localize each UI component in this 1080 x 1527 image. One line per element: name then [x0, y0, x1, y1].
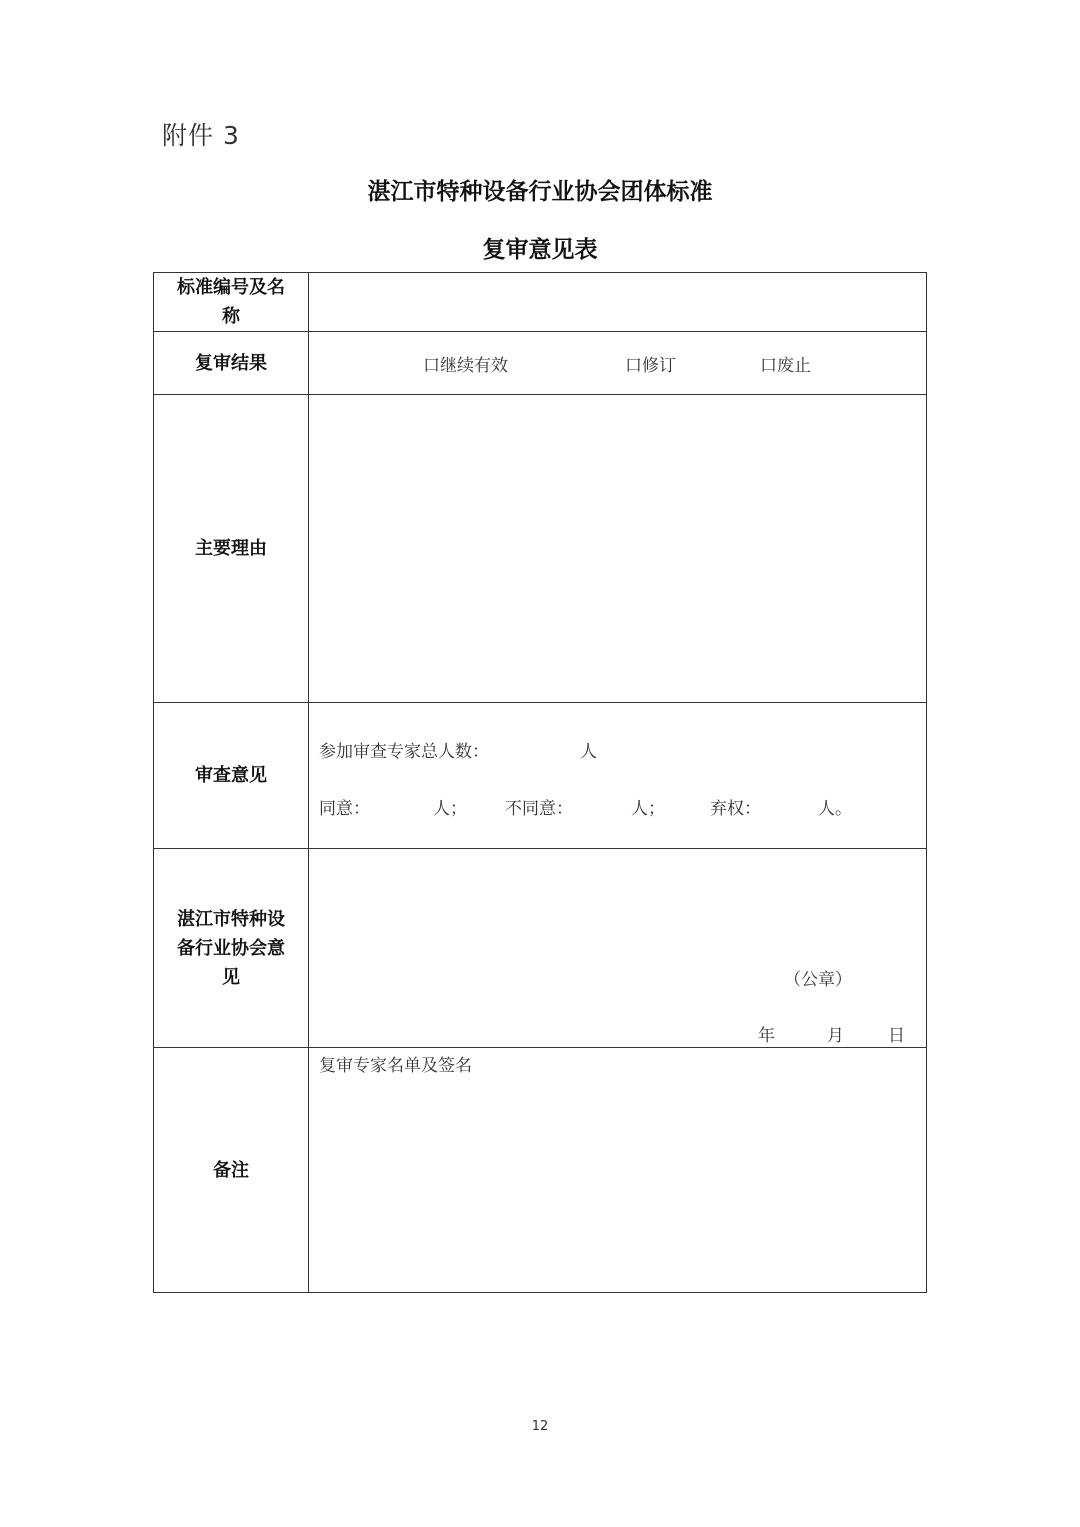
association-opinion-label: 湛江市特种设备行业协会意见	[177, 908, 285, 988]
row-standard-name	[154, 273, 927, 332]
abstain-label: 弃权：	[710, 799, 761, 819]
label-cell	[154, 1048, 309, 1293]
abstain-unit: 人。	[818, 799, 852, 819]
option-revise-checkbox[interactable]: 口修订	[625, 356, 676, 376]
association-opinion-field[interactable]	[309, 849, 927, 1048]
disagree-label: 不同意：	[505, 799, 573, 819]
label-cell	[154, 273, 309, 332]
label-cell	[154, 395, 309, 703]
main-reason-field[interactable]	[309, 395, 927, 703]
label-cell	[154, 849, 309, 1048]
row-main-reason	[154, 395, 927, 703]
total-experts-text: 参加审查专家总人数：	[319, 742, 489, 762]
agree-unit: 人；	[433, 799, 467, 819]
remarks-field[interactable]	[309, 1048, 927, 1293]
official-seal-text: （公章）	[784, 970, 852, 990]
agree-label: 同意：	[319, 799, 370, 819]
year-label: 年	[758, 1026, 775, 1046]
review-result-label: 复审结果	[195, 352, 267, 374]
disagree-unit: 人；	[631, 799, 665, 819]
total-experts-unit: 人	[580, 742, 597, 762]
review-opinion-field[interactable]	[309, 703, 927, 849]
document-title: 湛江市特种设备行业协会团体标准	[367, 179, 713, 205]
review-opinion-label: 审查意见	[195, 765, 267, 786]
row-review-result	[154, 332, 927, 395]
review-form-table	[153, 272, 927, 1293]
review-result-options	[309, 332, 927, 395]
annex-label: 附件 3	[162, 121, 240, 150]
option-abolish-checkbox[interactable]: 口废止	[760, 356, 811, 376]
label-cell	[154, 703, 309, 849]
form-title: 复审意见表	[482, 237, 598, 263]
remarks-label: 备注	[213, 1159, 249, 1181]
row-association-opinion	[154, 849, 927, 1048]
day-label: 日	[888, 1026, 905, 1046]
row-review-opinion	[154, 703, 927, 849]
main-reason-label: 主要理由	[195, 538, 267, 559]
row-remarks	[154, 1048, 927, 1293]
option-continue-valid-checkbox[interactable]: 口继续有效	[423, 356, 508, 376]
page-number: 12	[531, 1419, 549, 1434]
month-label: 月	[827, 1026, 844, 1046]
standard-name-label: 标准编号及名称	[177, 277, 285, 327]
standard-name-field[interactable]	[309, 273, 927, 332]
expert-list-signature-text: 复审专家名单及签名	[319, 1056, 472, 1076]
label-cell	[154, 332, 309, 395]
